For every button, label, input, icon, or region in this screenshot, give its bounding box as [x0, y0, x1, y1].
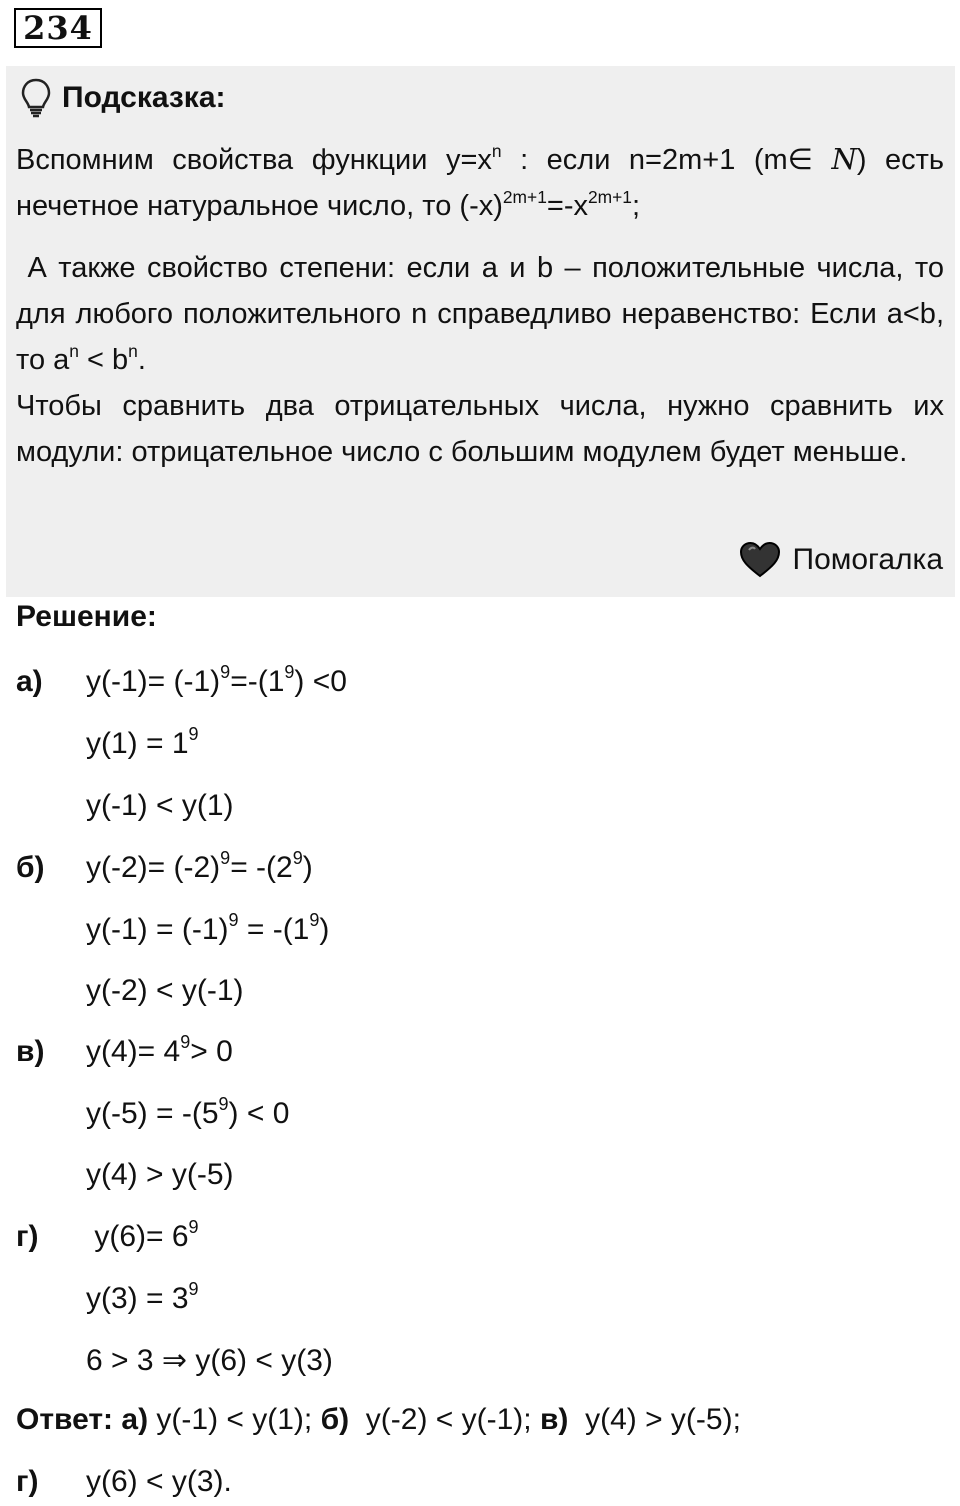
solution-line: y(-1) < y(1) [86, 789, 234, 822]
part-label-a: а) [16, 665, 43, 698]
solution-line: 6 > 3 ⇒ y(6) < y(3) [86, 1344, 333, 1377]
solution-line: в) $y(4)= 4^9> 0$ [16, 1032, 233, 1072]
solution-line: г) $y(6)= 6^9$ [16, 1217, 199, 1257]
answer: Ответ: а) y(-1) < y(1); б) y(-2) < y(-1); в) y(4) > y(-5); г) y(6) < y(3). [16, 1403, 741, 1498]
part-label-g: г) [16, 1220, 39, 1253]
solution-line: а) $y(-1)= (-1)^9=-(1^9) <0$ [16, 662, 347, 702]
answer-label: Ответ: [16, 1403, 114, 1436]
hint-box [6, 66, 955, 597]
hint-text [16, 136, 944, 475]
solution-title: Решение: [16, 600, 157, 633]
credit-label: Помогалка [792, 543, 943, 576]
hint-paragraph-1: Вспомним свойства функции $y=x^n$ : если n=2m+1 (m∈ N) есть нечетное натуральное число, то $(-x)^{2m+1}=-x^{2m+1}$; [16, 140, 945, 222]
heart-icon [739, 541, 781, 579]
lightbulb-icon [20, 78, 52, 118]
solution-line: y(-2) < y(-1) [86, 974, 244, 1007]
hint-paragraph-3: Чтобы сравнить два отрицательных числа, нужно сравнить их модули: отрицательное число с большим модулем будет меньше. [16, 390, 944, 468]
hint-header [20, 78, 226, 118]
part-label-v: в) [16, 1035, 45, 1068]
credit [739, 541, 944, 579]
hint-paragraph-2: А также свойство степени: если a и b – положительные числа, то для любого положительного n справедливо неравенство: Если a<b, то $a^n < b^n$. [16, 252, 944, 376]
hint-title: Подсказка: [62, 81, 226, 114]
solution-line: $y(1) = 1^9$ [86, 724, 199, 760]
problem-number: 234 [14, 8, 102, 48]
part-label-b: б) [16, 851, 45, 884]
solution-line: $y(-1) = (-1)^9 = -(1^9)$ [86, 910, 330, 946]
solution-line: $y(3) = 3^9$ [86, 1279, 199, 1315]
solution-line: y(4) > y(-5) [86, 1158, 234, 1191]
solution-line: $y(-5) = -(5^9) < 0$ [86, 1094, 290, 1130]
solution-line: б) $y(-2)= (-2)^9= -(2^9)$ [16, 848, 313, 888]
